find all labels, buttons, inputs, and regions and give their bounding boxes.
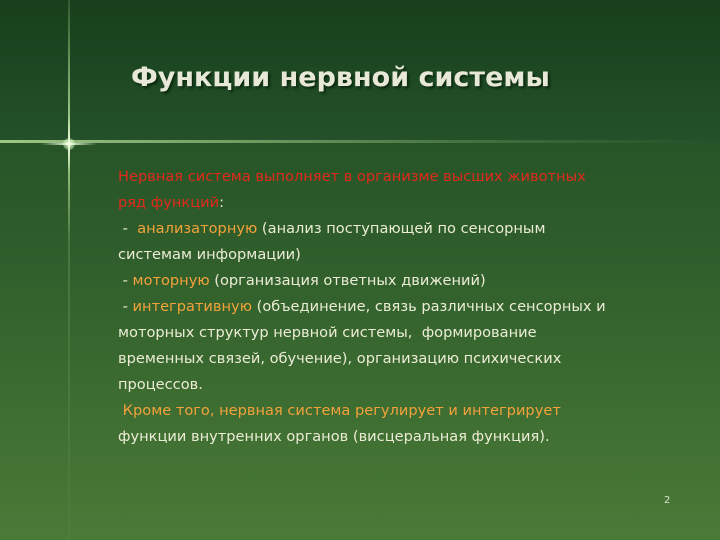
list-item-dash: - [118, 272, 133, 289]
integrative-description: (объединение, связь различных сенсорных и [251, 298, 606, 315]
list-item-integrative [118, 294, 688, 320]
closing-line-1: Кроме того, нервная система регулирует и интегрирует [118, 402, 561, 419]
term-analyzer: анализаторную [137, 220, 258, 237]
intro-functions-term: ряд функций [118, 194, 220, 211]
intro-colon: : [219, 194, 225, 211]
list-item-dash: - [118, 220, 138, 237]
list-item-motor [118, 268, 688, 294]
page-number: 2 [664, 495, 671, 506]
list-item-analyzer [118, 216, 688, 242]
term-motor: моторную [132, 272, 210, 289]
list-item-dash: - [118, 298, 133, 315]
integrative-description-cont-3: процессов. [118, 376, 203, 393]
analyzer-description: (анализ поступающей по сенсорным [257, 220, 546, 237]
analyzer-description-cont: системам информации) [118, 246, 301, 263]
intro-line-1: Нервная система выполняет в организме высших животных [118, 168, 586, 185]
vertical-accent-line [68, 0, 70, 540]
sparkle-star-icon [41, 116, 97, 172]
intro-line-2 [118, 190, 688, 216]
term-integrative: интегративную [132, 298, 252, 315]
integrative-description-cont-2: временных связей, обучение), организацию психических [118, 350, 562, 367]
slide-title: Функции нервной системы [131, 62, 550, 93]
integrative-description-cont-1: моторных структур нервной системы, формирование [118, 324, 537, 341]
slide-body [118, 164, 688, 450]
motor-description: (организация ответных движений) [209, 272, 486, 289]
closing-line-2: функции внутренних органов (висцеральная функция). [118, 428, 550, 445]
